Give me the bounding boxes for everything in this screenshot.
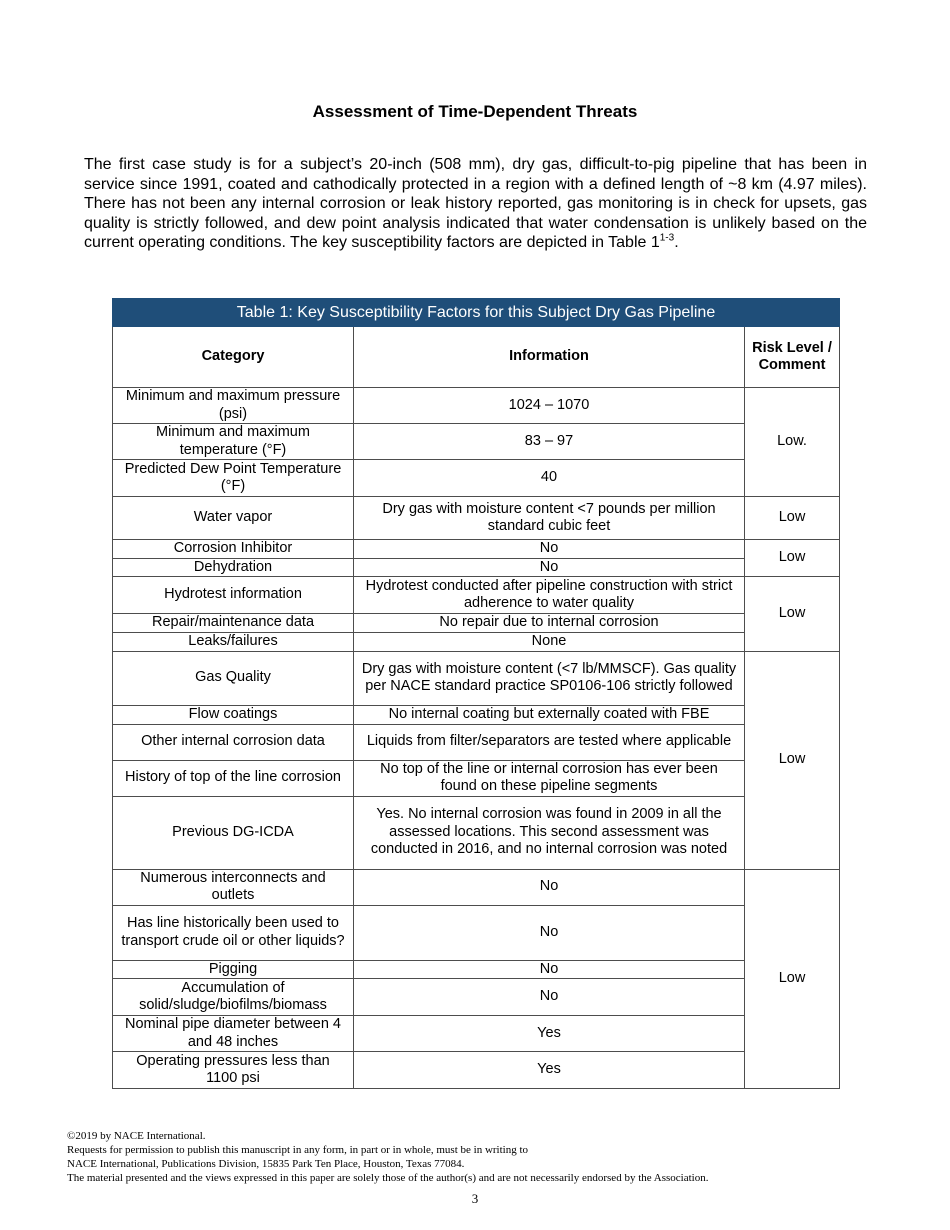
category-cell: Corrosion Inhibitor xyxy=(113,540,354,559)
table-row xyxy=(113,388,840,424)
category-cell: Hydrotest information xyxy=(113,577,354,614)
table-row xyxy=(113,614,840,633)
category-cell: Repair/maintenance data xyxy=(113,614,354,633)
information-cell: No xyxy=(354,558,745,577)
page-number: 3 xyxy=(471,1191,479,1206)
table-caption: Table 1: Key Susceptibility Factors for this Subject Dry Gas Pipeline xyxy=(113,299,840,327)
table-row xyxy=(113,760,840,796)
risk-cell: Low. xyxy=(745,388,840,497)
footer-line: ©2019 by NACE International. xyxy=(67,1130,206,1142)
table-row xyxy=(113,705,840,724)
header-category: Category xyxy=(113,327,354,388)
category-cell: Operating pressures less than 1100 psi xyxy=(113,1052,354,1089)
information-cell: No repair due to internal corrosion xyxy=(354,614,745,633)
table-row xyxy=(113,724,840,760)
information-cell: Liquids from filter/separators are tested where applicable xyxy=(354,724,745,760)
category-cell: Water vapor xyxy=(113,497,354,540)
category-cell: Leaks/failures xyxy=(113,632,354,651)
information-cell: Yes xyxy=(354,1052,745,1089)
risk-cell: Low xyxy=(745,540,840,577)
information-cell: 1024 – 1070 xyxy=(354,388,745,424)
table-row xyxy=(113,960,840,979)
table-row xyxy=(113,1016,840,1052)
table-row xyxy=(113,869,840,905)
copyright-footer xyxy=(67,1129,897,1185)
information-cell: 83 – 97 xyxy=(354,424,745,460)
information-cell: Yes. No internal corrosion was found in 2009 in all the assessed locations. This second assessment was conducted in 2016, and no internal corrosion was noted xyxy=(354,796,745,869)
category-cell: Accumulation of solid/sludge/biofilms/biomass xyxy=(113,979,354,1016)
risk-cell: Low xyxy=(745,577,840,652)
footer-line: Requests for permission to publish this manuscript in any form, in part or in whole, must be in writing to xyxy=(67,1144,529,1156)
intro-text: The first case study is for a subject’s 20-inch (508 mm), dry gas, difficult-to-pig pipeline that has been in service since 1991, coated and cathodically protected in a region with a defined length of ~8 km (4.97 miles). There has not been any internal corrosion or leak history reported, gas monitoring is in check for upsets, gas quality is strictly followed, and dew point analysis indicated that water condensation is unlikely based on the current operating conditions. The key susceptibility factors are depicted in Table 1 xyxy=(84,156,867,251)
table-row xyxy=(113,651,840,705)
information-cell: Dry gas with moisture content (<7 lb/MMSCF). Gas quality per NACE standard practice SP0106-106 strictly followed xyxy=(354,651,745,705)
information-cell: No xyxy=(354,869,745,905)
information-cell: Yes xyxy=(354,1016,745,1052)
information-cell: Hydrotest conducted after pipeline construction with strict adherence to water quality xyxy=(354,577,745,614)
table-row xyxy=(113,540,840,559)
table-row xyxy=(113,632,840,651)
table-row xyxy=(113,424,840,460)
table-row xyxy=(113,460,840,497)
table-row xyxy=(113,1052,840,1089)
category-cell: Has line historically been used to transport crude oil or other liquids? xyxy=(113,905,354,960)
category-cell: Pigging xyxy=(113,960,354,979)
footer-line: NACE International, Publications Division, 15835 Park Ten Place, Houston, Texas 77084. xyxy=(67,1158,465,1170)
table-row xyxy=(113,497,840,540)
information-cell: None xyxy=(354,632,745,651)
information-cell: 40 xyxy=(354,460,745,497)
category-cell: Minimum and maximum temperature (°F) xyxy=(113,424,354,460)
intro-paragraph xyxy=(84,155,867,253)
table-row xyxy=(113,979,840,1016)
category-cell: Gas Quality xyxy=(113,651,354,705)
category-cell: Numerous interconnects and outlets xyxy=(113,869,354,905)
category-cell: History of top of the line corrosion xyxy=(113,760,354,796)
header-information: Information xyxy=(354,327,745,388)
table-row xyxy=(113,558,840,577)
information-cell: Dry gas with moisture content <7 pounds per million standard cubic feet xyxy=(354,497,745,540)
table-row xyxy=(113,905,840,960)
risk-cell: Low xyxy=(745,869,840,1089)
category-cell: Other internal corrosion data xyxy=(113,724,354,760)
category-cell: Predicted Dew Point Temperature (°F) xyxy=(113,460,354,497)
susceptibility-table xyxy=(112,298,840,1089)
risk-cell: Low xyxy=(745,497,840,540)
footer-line: The material presented and the views expressed in this paper are solely those of the author(s) and are not necessarily endorsed by the Association. xyxy=(67,1172,709,1184)
information-cell: No xyxy=(354,979,745,1016)
category-cell: Previous DG-ICDA xyxy=(113,796,354,869)
intro-end: . xyxy=(674,234,679,251)
information-cell: No xyxy=(354,960,745,979)
information-cell: No top of the line or internal corrosion has ever been found on these pipeline segments xyxy=(354,760,745,796)
citation-superscript: 1-3 xyxy=(659,232,675,244)
category-cell: Minimum and maximum pressure (psi) xyxy=(113,388,354,424)
header-risk-level: Risk Level / Comment xyxy=(745,327,840,388)
category-cell: Flow coatings xyxy=(113,705,354,724)
table-row xyxy=(113,796,840,869)
table-row xyxy=(113,577,840,614)
information-cell: No xyxy=(354,540,745,559)
information-cell: No internal coating but externally coated with FBE xyxy=(354,705,745,724)
section-heading: Assessment of Time-Dependent Threats xyxy=(312,102,638,121)
risk-cell: Low xyxy=(745,651,840,869)
category-cell: Dehydration xyxy=(113,558,354,577)
information-cell: No xyxy=(354,905,745,960)
category-cell: Nominal pipe diameter between 4 and 48 inches xyxy=(113,1016,354,1052)
